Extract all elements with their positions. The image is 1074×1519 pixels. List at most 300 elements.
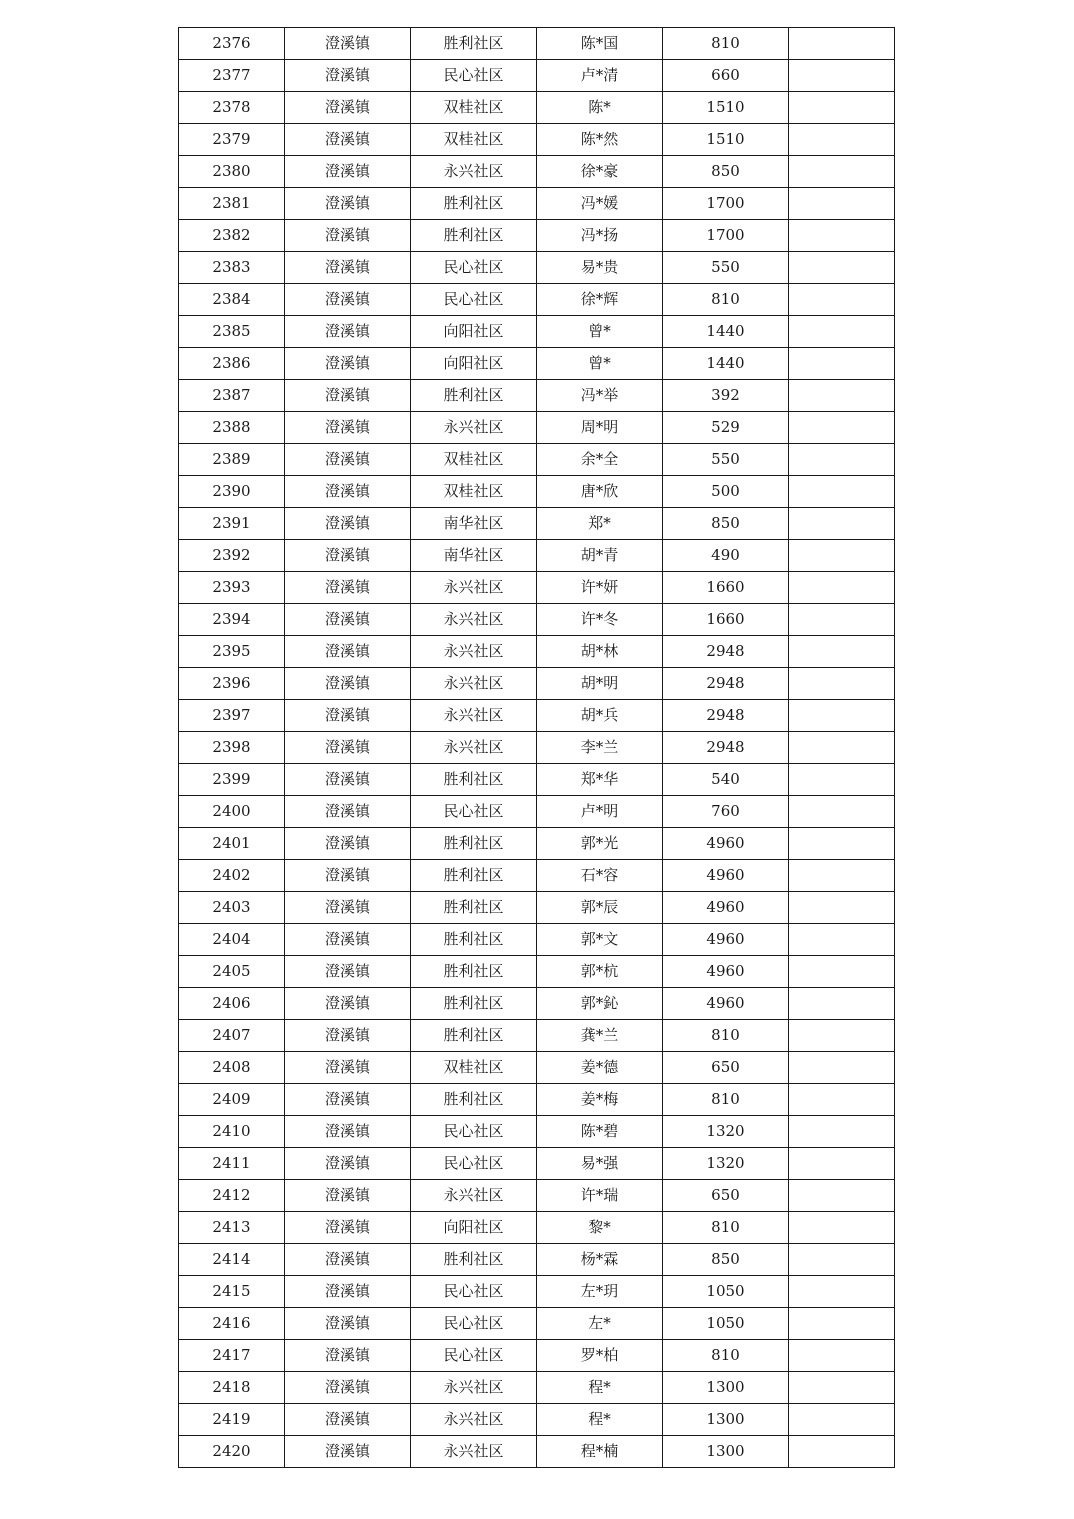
serial-number-cell: 2388 xyxy=(179,412,285,444)
name-cell: 罗*柏 xyxy=(537,1340,663,1372)
community-cell: 胜利社区 xyxy=(411,828,537,860)
amount-cell: 1050 xyxy=(663,1308,789,1340)
town-cell: 澄溪镇 xyxy=(285,444,411,476)
community-cell: 胜利社区 xyxy=(411,924,537,956)
table-row xyxy=(179,188,895,220)
town-cell: 澄溪镇 xyxy=(285,188,411,220)
amount-cell: 529 xyxy=(663,412,789,444)
table-row xyxy=(179,380,895,412)
remark-cell xyxy=(789,988,895,1020)
amount-cell: 850 xyxy=(663,156,789,188)
remark-cell xyxy=(789,188,895,220)
community-cell: 胜利社区 xyxy=(411,380,537,412)
remark-cell xyxy=(789,1308,895,1340)
amount-cell: 2948 xyxy=(663,700,789,732)
remark-cell xyxy=(789,220,895,252)
community-cell: 双桂社区 xyxy=(411,444,537,476)
remark-cell xyxy=(789,1084,895,1116)
town-cell: 澄溪镇 xyxy=(285,412,411,444)
community-cell: 永兴社区 xyxy=(411,1436,537,1468)
table-row xyxy=(179,1020,895,1052)
community-cell: 民心社区 xyxy=(411,1116,537,1148)
remark-cell xyxy=(789,252,895,284)
town-cell: 澄溪镇 xyxy=(285,252,411,284)
town-cell: 澄溪镇 xyxy=(285,1084,411,1116)
serial-number-cell: 2411 xyxy=(179,1148,285,1180)
community-cell: 胜利社区 xyxy=(411,1244,537,1276)
table-row xyxy=(179,732,895,764)
amount-cell: 2948 xyxy=(663,732,789,764)
serial-number-cell: 2379 xyxy=(179,124,285,156)
table-row xyxy=(179,284,895,316)
community-cell: 民心社区 xyxy=(411,284,537,316)
serial-number-cell: 2384 xyxy=(179,284,285,316)
community-cell: 胜利社区 xyxy=(411,860,537,892)
remark-cell xyxy=(789,700,895,732)
community-cell: 向阳社区 xyxy=(411,348,537,380)
table-row xyxy=(179,828,895,860)
town-cell: 澄溪镇 xyxy=(285,1020,411,1052)
serial-number-cell: 2419 xyxy=(179,1404,285,1436)
name-cell: 郭*文 xyxy=(537,924,663,956)
serial-number-cell: 2405 xyxy=(179,956,285,988)
name-cell: 龚*兰 xyxy=(537,1020,663,1052)
name-cell: 黎* xyxy=(537,1212,663,1244)
name-cell: 陈*然 xyxy=(537,124,663,156)
table-row xyxy=(179,956,895,988)
serial-number-cell: 2386 xyxy=(179,348,285,380)
name-cell: 余*全 xyxy=(537,444,663,476)
town-cell: 澄溪镇 xyxy=(285,860,411,892)
community-cell: 胜利社区 xyxy=(411,956,537,988)
town-cell: 澄溪镇 xyxy=(285,1148,411,1180)
amount-cell: 1440 xyxy=(663,348,789,380)
serial-number-cell: 2376 xyxy=(179,28,285,60)
amount-cell: 650 xyxy=(663,1052,789,1084)
community-cell: 胜利社区 xyxy=(411,28,537,60)
serial-number-cell: 2413 xyxy=(179,1212,285,1244)
town-cell: 澄溪镇 xyxy=(285,1276,411,1308)
serial-number-cell: 2399 xyxy=(179,764,285,796)
community-cell: 胜利社区 xyxy=(411,1084,537,1116)
community-cell: 民心社区 xyxy=(411,1148,537,1180)
serial-number-cell: 2420 xyxy=(179,1436,285,1468)
table-row xyxy=(179,124,895,156)
amount-cell: 1300 xyxy=(663,1404,789,1436)
community-cell: 南华社区 xyxy=(411,508,537,540)
name-cell: 陈*碧 xyxy=(537,1116,663,1148)
table-row xyxy=(179,156,895,188)
amount-cell: 1320 xyxy=(663,1148,789,1180)
amount-cell: 1700 xyxy=(663,188,789,220)
community-cell: 永兴社区 xyxy=(411,604,537,636)
table-row xyxy=(179,220,895,252)
community-cell: 双桂社区 xyxy=(411,92,537,124)
table-row xyxy=(179,348,895,380)
remark-cell xyxy=(789,828,895,860)
town-cell: 澄溪镇 xyxy=(285,796,411,828)
amount-cell: 1660 xyxy=(663,604,789,636)
town-cell: 澄溪镇 xyxy=(285,508,411,540)
remark-cell xyxy=(789,60,895,92)
serial-number-cell: 2409 xyxy=(179,1084,285,1116)
serial-number-cell: 2401 xyxy=(179,828,285,860)
town-cell: 澄溪镇 xyxy=(285,1212,411,1244)
name-cell: 程* xyxy=(537,1404,663,1436)
name-cell: 卢*明 xyxy=(537,796,663,828)
amount-cell: 850 xyxy=(663,1244,789,1276)
town-cell: 澄溪镇 xyxy=(285,92,411,124)
name-cell: 陈*国 xyxy=(537,28,663,60)
table-row xyxy=(179,860,895,892)
serial-number-cell: 2393 xyxy=(179,572,285,604)
amount-cell: 1440 xyxy=(663,316,789,348)
table-row xyxy=(179,796,895,828)
amount-cell: 4960 xyxy=(663,988,789,1020)
serial-number-cell: 2394 xyxy=(179,604,285,636)
name-cell: 郭*杭 xyxy=(537,956,663,988)
table-row xyxy=(179,1116,895,1148)
table-row xyxy=(179,668,895,700)
serial-number-cell: 2377 xyxy=(179,60,285,92)
amount-cell: 392 xyxy=(663,380,789,412)
table-row xyxy=(179,540,895,572)
table-row xyxy=(179,572,895,604)
amount-cell: 810 xyxy=(663,284,789,316)
amount-cell: 2948 xyxy=(663,636,789,668)
community-cell: 永兴社区 xyxy=(411,700,537,732)
amount-cell: 850 xyxy=(663,508,789,540)
name-cell: 石*容 xyxy=(537,860,663,892)
name-cell: 郭*辰 xyxy=(537,892,663,924)
table-row xyxy=(179,1084,895,1116)
serial-number-cell: 2412 xyxy=(179,1180,285,1212)
amount-cell: 1510 xyxy=(663,124,789,156)
table-row xyxy=(179,60,895,92)
amount-cell: 4960 xyxy=(663,924,789,956)
remark-cell xyxy=(789,1404,895,1436)
serial-number-cell: 2403 xyxy=(179,892,285,924)
serial-number-cell: 2390 xyxy=(179,476,285,508)
name-cell: 郑* xyxy=(537,508,663,540)
community-cell: 民心社区 xyxy=(411,1308,537,1340)
name-cell: 胡*林 xyxy=(537,636,663,668)
table-row xyxy=(179,892,895,924)
table-row xyxy=(179,1340,895,1372)
name-cell: 曾* xyxy=(537,348,663,380)
community-cell: 民心社区 xyxy=(411,796,537,828)
serial-number-cell: 2397 xyxy=(179,700,285,732)
town-cell: 澄溪镇 xyxy=(285,28,411,60)
remark-cell xyxy=(789,348,895,380)
serial-number-cell: 2415 xyxy=(179,1276,285,1308)
remark-cell xyxy=(789,316,895,348)
name-cell: 陈* xyxy=(537,92,663,124)
town-cell: 澄溪镇 xyxy=(285,764,411,796)
remark-cell xyxy=(789,380,895,412)
name-cell: 易*贵 xyxy=(537,252,663,284)
town-cell: 澄溪镇 xyxy=(285,1436,411,1468)
community-cell: 永兴社区 xyxy=(411,1404,537,1436)
remark-cell xyxy=(789,1372,895,1404)
name-cell: 程*楠 xyxy=(537,1436,663,1468)
remark-cell xyxy=(789,124,895,156)
remark-cell xyxy=(789,796,895,828)
town-cell: 澄溪镇 xyxy=(285,1052,411,1084)
town-cell: 澄溪镇 xyxy=(285,892,411,924)
table-row xyxy=(179,316,895,348)
community-cell: 双桂社区 xyxy=(411,476,537,508)
name-cell: 卢*清 xyxy=(537,60,663,92)
community-cell: 向阳社区 xyxy=(411,316,537,348)
name-cell: 唐*欣 xyxy=(537,476,663,508)
name-cell: 杨*霖 xyxy=(537,1244,663,1276)
amount-cell: 1700 xyxy=(663,220,789,252)
amount-cell: 550 xyxy=(663,252,789,284)
table-row xyxy=(179,604,895,636)
amount-cell: 1300 xyxy=(663,1436,789,1468)
remark-cell xyxy=(789,572,895,604)
town-cell: 澄溪镇 xyxy=(285,220,411,252)
serial-number-cell: 2404 xyxy=(179,924,285,956)
amount-cell: 1660 xyxy=(663,572,789,604)
town-cell: 澄溪镇 xyxy=(285,540,411,572)
serial-number-cell: 2410 xyxy=(179,1116,285,1148)
remark-cell xyxy=(789,860,895,892)
town-cell: 澄溪镇 xyxy=(285,604,411,636)
town-cell: 澄溪镇 xyxy=(285,956,411,988)
community-cell: 胜利社区 xyxy=(411,988,537,1020)
remark-cell xyxy=(789,1340,895,1372)
table-row xyxy=(179,1308,895,1340)
community-cell: 永兴社区 xyxy=(411,156,537,188)
table-body xyxy=(179,28,895,1468)
table-row xyxy=(179,988,895,1020)
table-row xyxy=(179,28,895,60)
remark-cell xyxy=(789,1116,895,1148)
remark-cell xyxy=(789,764,895,796)
community-cell: 双桂社区 xyxy=(411,1052,537,1084)
table-row xyxy=(179,1180,895,1212)
name-cell: 李*兰 xyxy=(537,732,663,764)
town-cell: 澄溪镇 xyxy=(285,156,411,188)
serial-number-cell: 2406 xyxy=(179,988,285,1020)
remark-cell xyxy=(789,1148,895,1180)
remark-cell xyxy=(789,1020,895,1052)
amount-cell: 810 xyxy=(663,28,789,60)
remark-cell xyxy=(789,1212,895,1244)
name-cell: 许*冬 xyxy=(537,604,663,636)
table-row xyxy=(179,412,895,444)
amount-cell: 500 xyxy=(663,476,789,508)
amount-cell: 490 xyxy=(663,540,789,572)
serial-number-cell: 2396 xyxy=(179,668,285,700)
table-row xyxy=(179,508,895,540)
remark-cell xyxy=(789,636,895,668)
serial-number-cell: 2395 xyxy=(179,636,285,668)
serial-number-cell: 2381 xyxy=(179,188,285,220)
remark-cell xyxy=(789,92,895,124)
name-cell: 左*玥 xyxy=(537,1276,663,1308)
community-cell: 胜利社区 xyxy=(411,892,537,924)
serial-number-cell: 2380 xyxy=(179,156,285,188)
town-cell: 澄溪镇 xyxy=(285,124,411,156)
name-cell: 胡*青 xyxy=(537,540,663,572)
remark-cell xyxy=(789,412,895,444)
amount-cell: 650 xyxy=(663,1180,789,1212)
name-cell: 郑*华 xyxy=(537,764,663,796)
remark-cell xyxy=(789,604,895,636)
name-cell: 周*明 xyxy=(537,412,663,444)
town-cell: 澄溪镇 xyxy=(285,476,411,508)
table-row xyxy=(179,1276,895,1308)
town-cell: 澄溪镇 xyxy=(285,732,411,764)
name-cell: 姜*德 xyxy=(537,1052,663,1084)
remark-cell xyxy=(789,540,895,572)
remark-cell xyxy=(789,1180,895,1212)
table-row xyxy=(179,764,895,796)
name-cell: 左* xyxy=(537,1308,663,1340)
serial-number-cell: 2378 xyxy=(179,92,285,124)
serial-number-cell: 2407 xyxy=(179,1020,285,1052)
community-cell: 永兴社区 xyxy=(411,732,537,764)
town-cell: 澄溪镇 xyxy=(285,700,411,732)
table-row xyxy=(179,924,895,956)
serial-number-cell: 2400 xyxy=(179,796,285,828)
serial-number-cell: 2389 xyxy=(179,444,285,476)
name-cell: 许*瑞 xyxy=(537,1180,663,1212)
table-row xyxy=(179,444,895,476)
community-cell: 永兴社区 xyxy=(411,1372,537,1404)
table-row xyxy=(179,700,895,732)
amount-cell: 1320 xyxy=(663,1116,789,1148)
town-cell: 澄溪镇 xyxy=(285,1244,411,1276)
table-row xyxy=(179,636,895,668)
remark-cell xyxy=(789,284,895,316)
remark-cell xyxy=(789,444,895,476)
amount-cell: 810 xyxy=(663,1212,789,1244)
name-cell: 程* xyxy=(537,1372,663,1404)
serial-number-cell: 2398 xyxy=(179,732,285,764)
amount-cell: 4960 xyxy=(663,892,789,924)
community-cell: 永兴社区 xyxy=(411,412,537,444)
remark-cell xyxy=(789,924,895,956)
town-cell: 澄溪镇 xyxy=(285,348,411,380)
table-row xyxy=(179,1212,895,1244)
town-cell: 澄溪镇 xyxy=(285,1116,411,1148)
serial-number-cell: 2385 xyxy=(179,316,285,348)
serial-number-cell: 2416 xyxy=(179,1308,285,1340)
amount-cell: 4960 xyxy=(663,956,789,988)
town-cell: 澄溪镇 xyxy=(285,668,411,700)
town-cell: 澄溪镇 xyxy=(285,1404,411,1436)
community-cell: 双桂社区 xyxy=(411,124,537,156)
name-cell: 郭*鈊 xyxy=(537,988,663,1020)
serial-number-cell: 2387 xyxy=(179,380,285,412)
data-table xyxy=(178,27,895,1468)
table-row xyxy=(179,1372,895,1404)
serial-number-cell: 2418 xyxy=(179,1372,285,1404)
table-row xyxy=(179,1404,895,1436)
name-cell: 徐*辉 xyxy=(537,284,663,316)
amount-cell: 810 xyxy=(663,1020,789,1052)
town-cell: 澄溪镇 xyxy=(285,1308,411,1340)
remark-cell xyxy=(789,1436,895,1468)
community-cell: 南华社区 xyxy=(411,540,537,572)
community-cell: 民心社区 xyxy=(411,60,537,92)
table-row xyxy=(179,1148,895,1180)
amount-cell: 810 xyxy=(663,1084,789,1116)
remark-cell xyxy=(789,732,895,764)
amount-cell: 810 xyxy=(663,1340,789,1372)
community-cell: 永兴社区 xyxy=(411,636,537,668)
town-cell: 澄溪镇 xyxy=(285,988,411,1020)
name-cell: 胡*明 xyxy=(537,668,663,700)
town-cell: 澄溪镇 xyxy=(285,284,411,316)
community-cell: 胜利社区 xyxy=(411,220,537,252)
serial-number-cell: 2391 xyxy=(179,508,285,540)
town-cell: 澄溪镇 xyxy=(285,636,411,668)
community-cell: 胜利社区 xyxy=(411,1020,537,1052)
serial-number-cell: 2402 xyxy=(179,860,285,892)
remark-cell xyxy=(789,668,895,700)
serial-number-cell: 2417 xyxy=(179,1340,285,1372)
amount-cell: 760 xyxy=(663,796,789,828)
town-cell: 澄溪镇 xyxy=(285,924,411,956)
remark-cell xyxy=(789,1276,895,1308)
table-row xyxy=(179,252,895,284)
town-cell: 澄溪镇 xyxy=(285,1180,411,1212)
remark-cell xyxy=(789,508,895,540)
table-row xyxy=(179,476,895,508)
town-cell: 澄溪镇 xyxy=(285,828,411,860)
name-cell: 许*妍 xyxy=(537,572,663,604)
name-cell: 郭*光 xyxy=(537,828,663,860)
remark-cell xyxy=(789,1244,895,1276)
amount-cell: 550 xyxy=(663,444,789,476)
town-cell: 澄溪镇 xyxy=(285,60,411,92)
town-cell: 澄溪镇 xyxy=(285,1340,411,1372)
town-cell: 澄溪镇 xyxy=(285,572,411,604)
name-cell: 冯*举 xyxy=(537,380,663,412)
table-row xyxy=(179,92,895,124)
remark-cell xyxy=(789,476,895,508)
remark-cell xyxy=(789,956,895,988)
name-cell: 徐*豪 xyxy=(537,156,663,188)
remark-cell xyxy=(789,28,895,60)
community-cell: 永兴社区 xyxy=(411,1180,537,1212)
remark-cell xyxy=(789,156,895,188)
name-cell: 胡*兵 xyxy=(537,700,663,732)
community-cell: 胜利社区 xyxy=(411,188,537,220)
town-cell: 澄溪镇 xyxy=(285,316,411,348)
amount-cell: 660 xyxy=(663,60,789,92)
remark-cell xyxy=(789,1052,895,1084)
community-cell: 民心社区 xyxy=(411,252,537,284)
amount-cell: 540 xyxy=(663,764,789,796)
name-cell: 易*强 xyxy=(537,1148,663,1180)
table-row xyxy=(179,1052,895,1084)
community-cell: 向阳社区 xyxy=(411,1212,537,1244)
community-cell: 胜利社区 xyxy=(411,764,537,796)
amount-cell: 1300 xyxy=(663,1372,789,1404)
name-cell: 曾* xyxy=(537,316,663,348)
amount-cell: 2948 xyxy=(663,668,789,700)
amount-cell: 1510 xyxy=(663,92,789,124)
serial-number-cell: 2392 xyxy=(179,540,285,572)
serial-number-cell: 2382 xyxy=(179,220,285,252)
name-cell: 姜*梅 xyxy=(537,1084,663,1116)
